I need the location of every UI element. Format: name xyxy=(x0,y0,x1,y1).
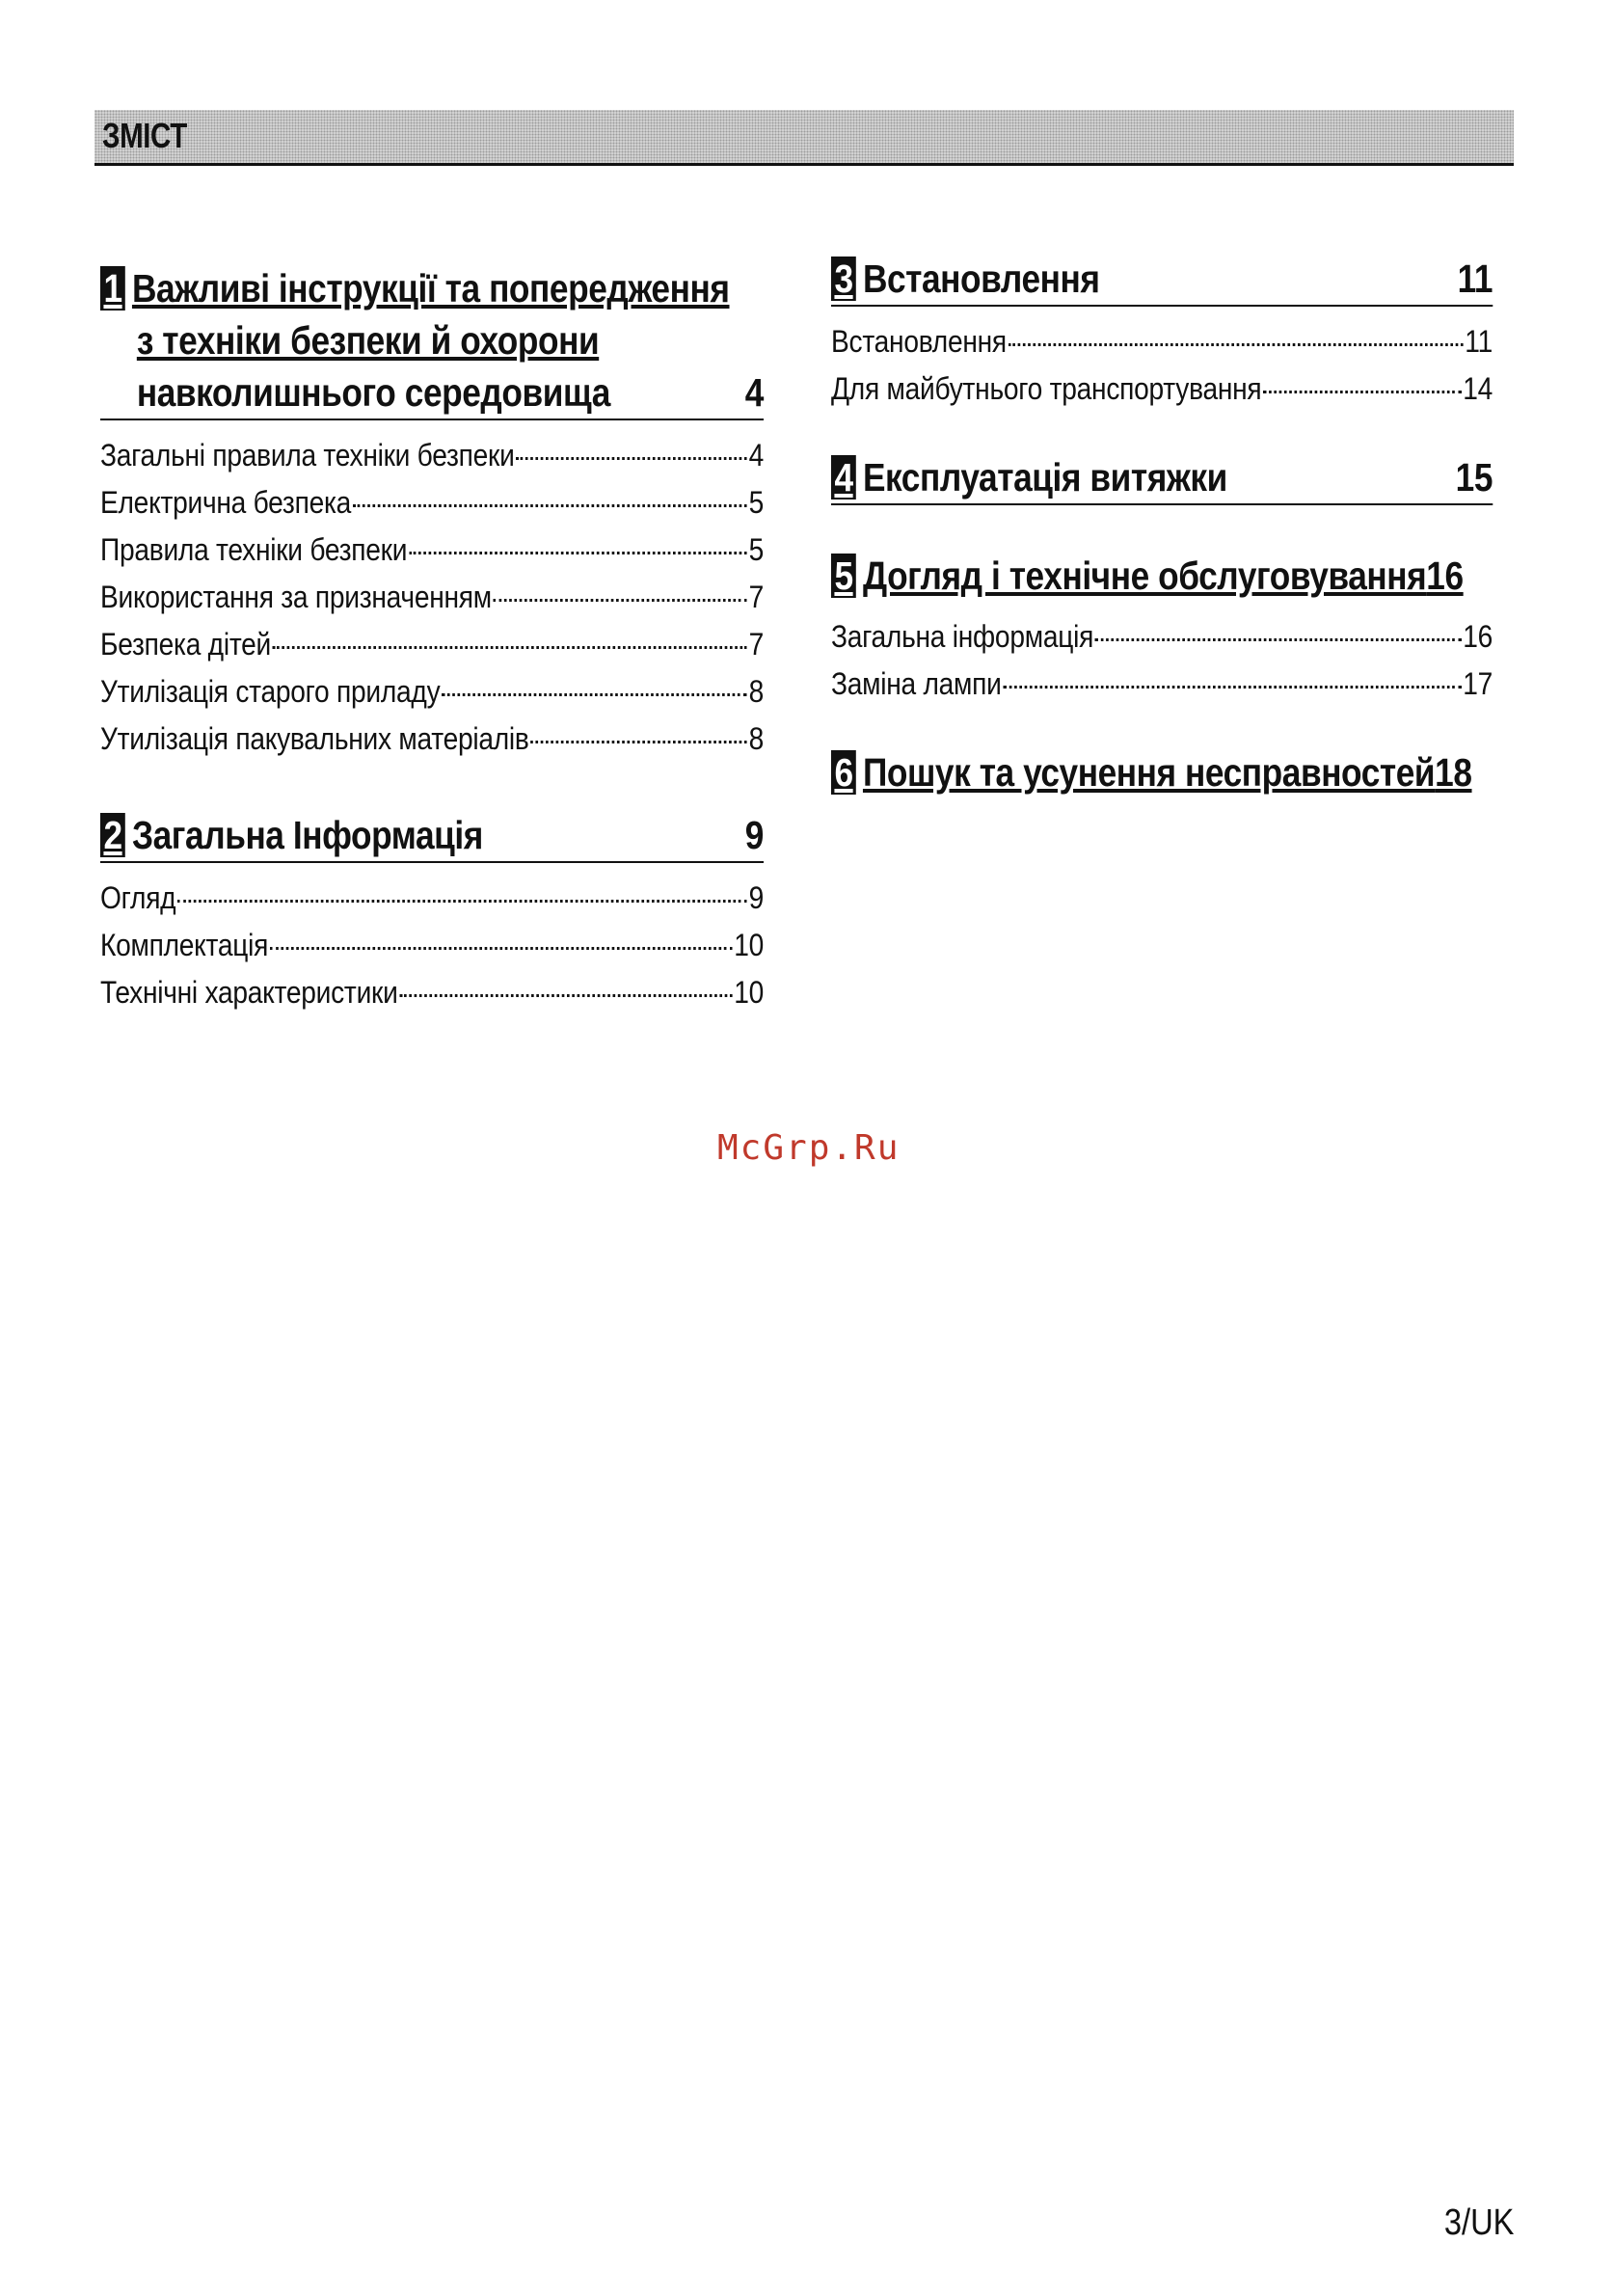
contents-header-band xyxy=(94,110,1514,166)
toc-entry-label: Для майбутнього транспортування xyxy=(831,371,1262,406)
toc-entry-label: Огляд xyxy=(100,880,176,915)
section-title-line: з техніки безпеки й охорони xyxy=(136,318,600,363)
footer-page-label: 3/UK xyxy=(1443,2202,1514,2243)
toc-entry-label: Правила техніки безпеки xyxy=(100,532,408,567)
section-number-box: 6 xyxy=(831,750,856,795)
dot-leader xyxy=(1009,343,1464,346)
toc-entry-label: Встановлення xyxy=(831,324,1007,359)
dot-leader xyxy=(516,457,747,460)
toc-entry[interactable] xyxy=(100,574,764,621)
toc-entry-page: 17 xyxy=(1463,666,1493,701)
dot-leader xyxy=(270,947,733,950)
dot-leader xyxy=(353,504,747,507)
section-page-number: 18 xyxy=(1435,750,1472,795)
toc-entry-page: 4 xyxy=(748,438,764,473)
toc-entry-label: Використання за призначенням xyxy=(100,580,492,614)
toc-entry-page: 9 xyxy=(748,880,764,915)
dot-leader xyxy=(442,693,747,696)
section-title-line: Важливі інструкції та попередження xyxy=(131,266,730,311)
section-title-line: Загальна Інформація xyxy=(131,813,483,857)
section-page-number: 15 xyxy=(1455,455,1493,500)
toc-entry-page: 10 xyxy=(734,975,764,1010)
section-title-line: Встановлення xyxy=(862,257,1100,301)
section-title[interactable] xyxy=(100,809,764,863)
dot-leader xyxy=(409,552,747,554)
section-page-number: 16 xyxy=(1426,554,1464,598)
dot-leader xyxy=(177,900,747,903)
toc-entry-page: 8 xyxy=(748,721,764,756)
toc-entry-page: 14 xyxy=(1463,371,1493,406)
section-title[interactable] xyxy=(100,262,764,420)
section-number-box: 4 xyxy=(831,455,856,500)
section-title-line: навколишнього середовища xyxy=(136,370,610,415)
section-number-box: 3 xyxy=(831,257,856,301)
toc-entry[interactable] xyxy=(831,318,1493,365)
toc-entry-label: Електрична безпека xyxy=(100,485,352,520)
dot-leader xyxy=(530,741,746,743)
toc-entry[interactable] xyxy=(831,365,1493,413)
toc-entry-page: 5 xyxy=(748,485,764,520)
section-number-box: 1 xyxy=(100,266,125,311)
toc-entry-page: 10 xyxy=(734,928,764,962)
toc-entry[interactable] xyxy=(831,613,1493,661)
section-entries xyxy=(100,432,764,763)
toc-entry[interactable] xyxy=(831,661,1493,708)
toc-section-5[interactable] xyxy=(831,550,1506,708)
dot-leader xyxy=(273,646,747,649)
contents-title: ЗМІСТ xyxy=(102,116,187,155)
toc-section-2[interactable] xyxy=(100,809,764,1016)
section-entries xyxy=(831,613,1493,708)
toc-entry[interactable] xyxy=(100,432,764,479)
toc-entry[interactable] xyxy=(100,479,764,527)
toc-entry-page: 11 xyxy=(1465,324,1493,359)
dot-leader xyxy=(1095,638,1462,641)
section-page-number: 9 xyxy=(744,813,764,857)
dot-leader xyxy=(494,599,747,602)
section-number-box: 5 xyxy=(831,554,856,598)
toc-entry-page: 16 xyxy=(1463,619,1493,654)
section-title[interactable] xyxy=(831,451,1493,505)
toc-entry[interactable] xyxy=(100,716,764,763)
section-title[interactable] xyxy=(831,746,1506,798)
toc-entry-label: Утилізація пакувальних матеріалів xyxy=(100,721,529,756)
toc-entry-label: Загальна інформація xyxy=(831,619,1094,654)
section-title-line: Пошук та усунення несправностей xyxy=(862,750,1436,795)
toc-left-column xyxy=(100,262,764,1016)
section-entries xyxy=(100,875,764,1016)
toc-entry-page: 8 xyxy=(748,674,764,709)
toc-entry-label: Заміна лампи xyxy=(831,666,1002,701)
toc-entry-label: Загальні правила техніки безпеки xyxy=(100,438,515,473)
toc-section-6[interactable] xyxy=(831,746,1506,798)
toc-section-4[interactable] xyxy=(831,451,1493,505)
toc-entry-label: Утилізація старого приладу xyxy=(100,674,441,709)
dot-leader xyxy=(1263,391,1461,393)
section-title[interactable] xyxy=(831,550,1506,602)
toc-section-1[interactable] xyxy=(100,262,764,763)
toc-entry-label: Комплектація xyxy=(100,928,269,962)
toc-entry-label: Безпека дітей xyxy=(100,627,272,662)
section-title[interactable] xyxy=(831,253,1493,307)
toc-entry[interactable] xyxy=(100,621,764,668)
section-entries xyxy=(831,318,1493,413)
toc-entry-page: 5 xyxy=(748,532,764,567)
toc-entry-page: 7 xyxy=(748,627,764,662)
toc-entry[interactable] xyxy=(100,875,764,922)
section-title-line: Експлуатація витяжки xyxy=(862,455,1227,500)
dot-leader xyxy=(1003,686,1461,689)
toc-entry-label: Технічні характеристики xyxy=(100,975,398,1010)
toc-entry[interactable] xyxy=(100,668,764,716)
toc-entry[interactable] xyxy=(100,969,764,1016)
toc-entry[interactable] xyxy=(100,922,764,969)
watermark-text: McGrp.Ru xyxy=(717,1128,901,1168)
section-page-number: 11 xyxy=(1457,257,1493,301)
dot-leader xyxy=(399,994,732,997)
section-page-number: 4 xyxy=(744,370,764,415)
toc-entry-page: 7 xyxy=(748,580,764,614)
toc-entry[interactable] xyxy=(100,527,764,574)
toc-right-column xyxy=(831,253,1518,798)
toc-section-3[interactable] xyxy=(831,253,1493,413)
section-title-line: Догляд і технічне обслуговування xyxy=(862,554,1427,598)
section-number-box: 2 xyxy=(100,813,125,857)
